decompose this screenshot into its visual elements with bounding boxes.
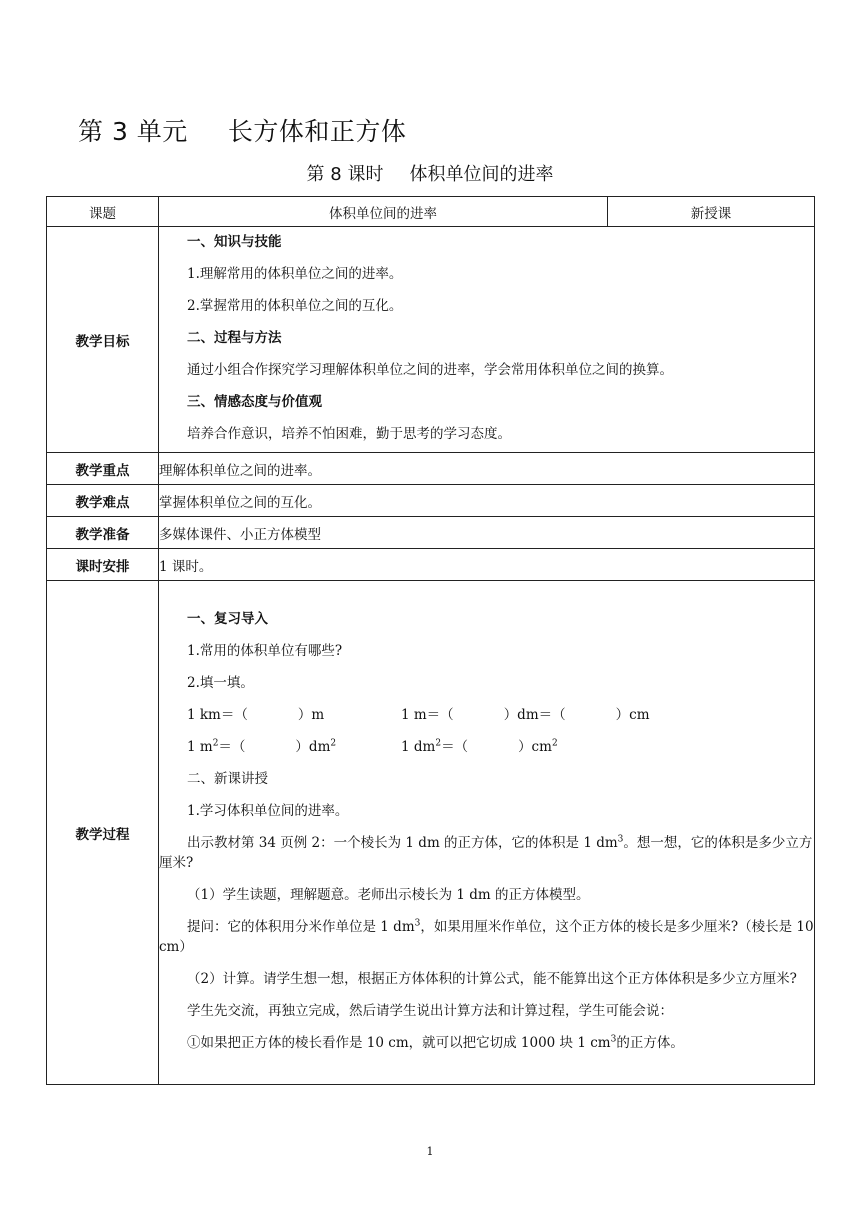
process-heading-plain: 二、新课讲授: [187, 770, 268, 787]
fill-km: 1 km＝（ ）m: [187, 706, 325, 723]
goals-row: [47, 227, 815, 453]
fill-m2: 1 $m^2=$（ ）$dm^2$: [187, 738, 337, 755]
process-text: （2）计算。请学生想一想，根据正方体体积的计算公式，能不能算出这个正方体体积是多少立方厘米?: [187, 970, 797, 987]
goal-item: 通过小组合作探究学习理解体积单位之间的进率，学会常用体积单位之间的换算。: [187, 361, 673, 378]
goal-heading: 一、知识与技能: [187, 233, 282, 250]
process-text: ①如果把正方体的棱长看作是 10 cm，就可以把它切成 1000 块 1 $cm^3$的正方体。: [187, 1034, 684, 1051]
goals-label: 教学目标: [47, 227, 159, 453]
process-text: （1）学生读题，理解题意。老师出示棱长为 1 dm 的正方体模型。: [187, 886, 590, 903]
fill-row-2: [159, 737, 814, 757]
schedule-row: [47, 549, 815, 581]
lesson-name: 体积单位间的进率: [409, 164, 554, 185]
goal-item: 1.理解常用的体积单位之间的进率。: [187, 265, 403, 282]
process-text: 1.学习体积单位间的进率。: [187, 802, 349, 819]
focus-row: [47, 453, 815, 485]
focus-value: 理解体积单位之间的进率。: [159, 453, 815, 485]
process-heading: 一、复习导入: [187, 610, 268, 627]
fill-dm2: 1 $dm^2=$（ ）$cm^2$: [401, 738, 558, 755]
lesson-type: 新授课: [608, 197, 815, 227]
goal-heading: 二、过程与方法: [187, 329, 282, 346]
schedule-value: 1 课时。: [159, 549, 815, 581]
difficulty-label: 教学难点: [47, 485, 159, 517]
prep-value: 多媒体课件、小正方体模型: [159, 517, 815, 549]
process-label: 教学过程: [47, 581, 159, 1085]
goal-heading: 三、情感态度与价值观: [187, 393, 322, 410]
process-text: 出示教材第 34 页例 2：一个棱长为 1 dm 的正方体，它的体积是 1 $dm^3$。想一想，它的体积是多少立方厘米?: [159, 834, 813, 871]
goal-item: 2.掌握常用的体积单位之间的互化。: [187, 297, 403, 314]
process-row: [47, 581, 815, 1085]
goals-content: [159, 227, 815, 453]
lesson-label: 第 8 课时: [306, 164, 384, 185]
process-text: 2.填一填。: [187, 674, 254, 691]
process-text: 提问：它的体积用分米作单位是 1 $dm^3$，如果用厘米作单位，这个正方体的棱长是多少厘米?（棱长是 10 cm）: [159, 918, 814, 955]
page-number: 1: [426, 1145, 434, 1158]
prep-label: 教学准备: [47, 517, 159, 549]
process-content: [159, 581, 815, 1085]
focus-label: 教学重点: [47, 453, 159, 485]
unit-label: 第 3 单元: [78, 117, 188, 146]
process-text: 学生先交流，再独立完成，然后请学生说出计算方法和计算过程，学生可能会说：: [187, 1002, 673, 1019]
fill-m: 1 m＝（ ）dm＝（ ）cm: [401, 706, 650, 723]
unit-title: [78, 112, 406, 148]
lesson-title: [0, 160, 860, 186]
fill-row-1: [159, 705, 814, 725]
lesson-plan-table: [46, 196, 815, 1085]
topic-label: 课题: [47, 197, 159, 227]
goal-item: 培养合作意识，培养不怕困难，勤于思考的学习态度。: [187, 425, 511, 442]
topic-row: [47, 197, 815, 227]
prep-row: [47, 517, 815, 549]
difficulty-value: 掌握体积单位之间的互化。: [159, 485, 815, 517]
process-text: 1.常用的体积单位有哪些?: [187, 642, 343, 659]
topic-value: 体积单位间的进率: [159, 197, 608, 227]
schedule-label: 课时安排: [47, 549, 159, 581]
difficulty-row: [47, 485, 815, 517]
unit-name: 长方体和正方体: [227, 117, 407, 146]
